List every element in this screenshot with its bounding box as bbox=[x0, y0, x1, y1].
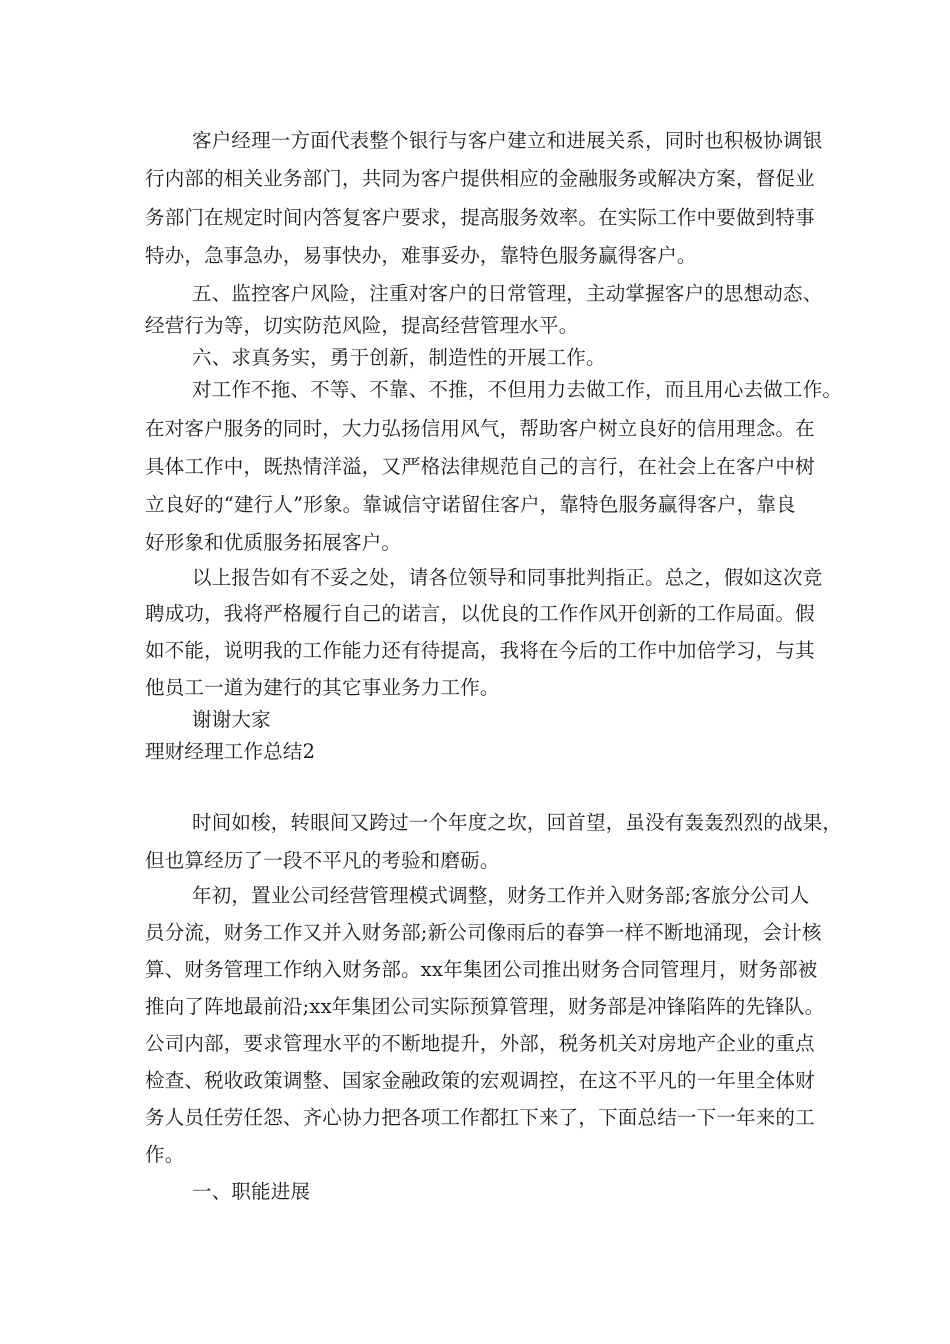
text-line: 以上报告如有不妥之处，请各位领导和同事批判指正。总之，假如这次竞 bbox=[192, 566, 823, 589]
text-line: 立良好的“建行人”形象。靠诚信守诺留住客户，靠特色服务赢得客户，靠良 bbox=[145, 493, 796, 516]
text-line: 行内部的相关业务部门，共同为客户提供相应的金融服务或解决方案，督促业 bbox=[145, 167, 815, 190]
text-line: 具体工作中，既热情洋溢，又严格法律规范自己的言行，在社会上在客户中树 bbox=[145, 455, 815, 478]
text-line: 客户经理一方面代表整个银行与客户建立和进展关系，同时也积极协调银 bbox=[192, 129, 823, 152]
text-line: 他员工一道为建行的其它事业务力工作。 bbox=[145, 676, 500, 699]
text-line: 一、职能进展 bbox=[192, 1180, 311, 1203]
text-line: 特办，急事急办，易事快办，难事妥办，靠特色服务赢得客户。 bbox=[145, 244, 697, 267]
text-line: 六、求真务实，勇于创新，制造性的开展工作。 bbox=[192, 346, 606, 369]
text-line: 在对客户服务的同时，大力弘扬信用风气，帮助客户树立良好的信用理念。在 bbox=[145, 417, 815, 440]
text-line: 务人员任劳任怨、齐心协力把各项工作都扛下来了，下面总结一下一年来的工 bbox=[145, 1106, 815, 1129]
text-line: 五、监控客户风险，注重对客户的日常管理，主动掌握客户的思想动态、 bbox=[192, 282, 823, 305]
text-line: 公司内部，要求管理水平的不断地提升，外部，税务机关对房地产企业的重点 bbox=[145, 1032, 815, 1055]
text-line: 好形象和优质服务拓展客户。 bbox=[145, 531, 402, 554]
text-line: 但也算经历了一段不平凡的考验和磨砺。 bbox=[145, 849, 500, 872]
section-heading: 理财经理工作总结2 bbox=[145, 740, 316, 763]
text-line: 聘成功，我将严格履行自己的诺言，以优良的工作作风开创新的工作局面。假 bbox=[145, 602, 815, 625]
text-line: 谢谢大家 bbox=[192, 708, 271, 731]
text-line: 务部门在规定时间内答复客户要求，提高服务效率。在实际工作中要做到特事 bbox=[145, 206, 815, 229]
text-line: 检查、税收政策调整、国家金融政策的宏观调控，在这不平凡的一年里全体财 bbox=[145, 1069, 815, 1092]
text-line: 作。 bbox=[145, 1143, 185, 1166]
text-line: 推向了阵地最前沿;xx年集团公司实际预算管理，财务部是冲锋陷阵的先锋队。 bbox=[145, 995, 825, 1018]
text-line: 时间如梭，转眼间又跨过一个年度之坎，回首望，虽没有轰轰烈烈的战果， bbox=[192, 811, 843, 834]
text-line: 如不能，说明我的工作能力还有待提高，我将在今后的工作中加倍学习，与其 bbox=[145, 639, 815, 662]
text-line: 算、财务管理工作纳入财务部。xx年集团公司推出财务合同管理月，财务部被 bbox=[145, 958, 818, 981]
text-line: 员分流，财务工作又并入财务部;新公司像雨后的春笋一样不断地涌现，会计核 bbox=[145, 921, 822, 944]
text-line: 对工作不拖、不等、不靠、不推，不但用力去做工作，而且用心去做工作。 bbox=[192, 378, 843, 401]
text-line: 年初，置业公司经营管理模式调整，财务工作并入财务部;客旅分公司人 bbox=[192, 884, 810, 907]
text-line: 经营行为等，切实防范风险，提高经营管理水平。 bbox=[145, 314, 579, 337]
